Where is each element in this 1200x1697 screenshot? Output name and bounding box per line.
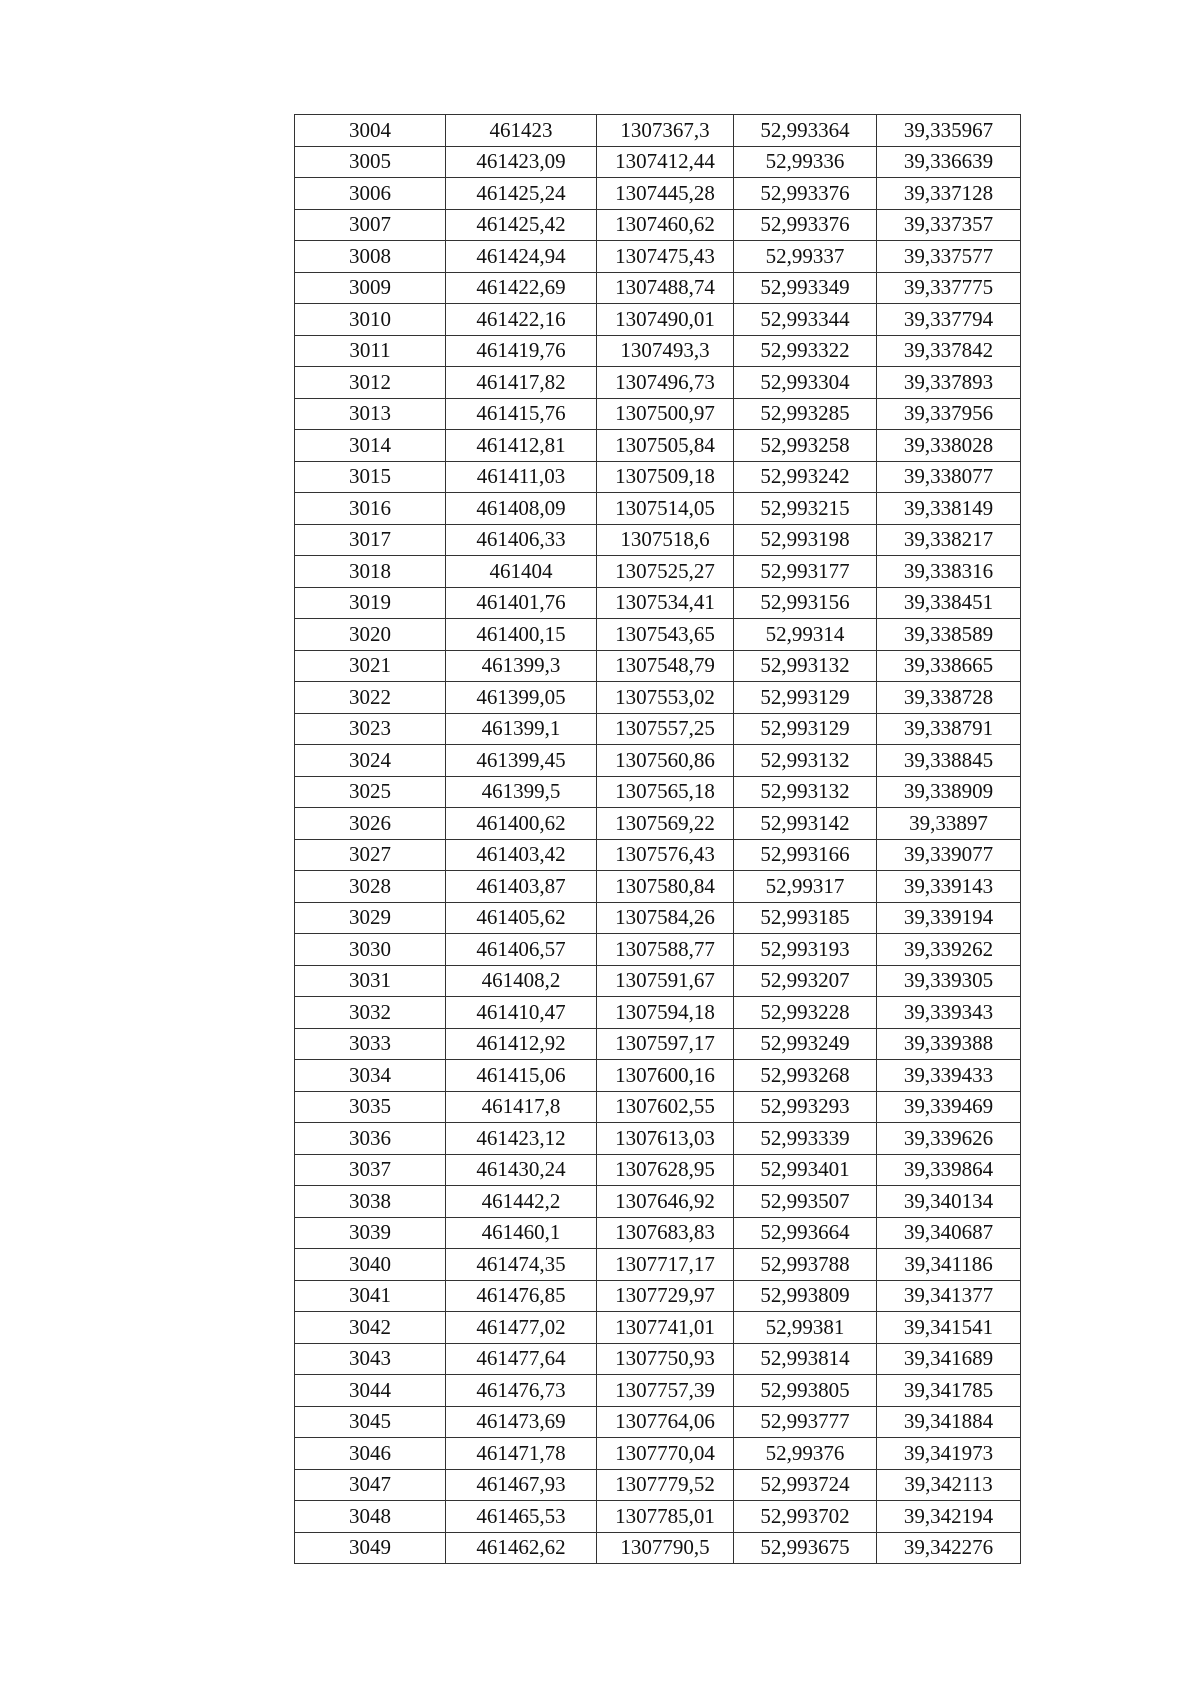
latitude-cell: 52,993132 <box>734 745 877 777</box>
table-row <box>295 1154 1021 1186</box>
latitude-cell: 52,993285 <box>734 398 877 430</box>
x-coordinate-cell: 461467,93 <box>446 1469 597 1501</box>
x-coordinate-cell: 461423,09 <box>446 146 597 178</box>
point-number-cell: 3040 <box>295 1249 446 1281</box>
y-coordinate-cell: 1307412,44 <box>597 146 734 178</box>
latitude-cell: 52,993129 <box>734 713 877 745</box>
table-row <box>295 115 1021 147</box>
y-coordinate-cell: 1307445,28 <box>597 178 734 210</box>
y-coordinate-cell: 1307770,04 <box>597 1438 734 1470</box>
x-coordinate-cell: 461465,53 <box>446 1501 597 1533</box>
point-number-cell: 3018 <box>295 556 446 588</box>
table-row <box>295 1406 1021 1438</box>
table-row <box>295 839 1021 871</box>
point-number-cell: 3021 <box>295 650 446 682</box>
point-number-cell: 3022 <box>295 682 446 714</box>
table-row <box>295 997 1021 1029</box>
y-coordinate-cell: 1307534,41 <box>597 587 734 619</box>
point-number-cell: 3034 <box>295 1060 446 1092</box>
table-row <box>295 1060 1021 1092</box>
table-row <box>295 1123 1021 1155</box>
x-coordinate-cell: 461401,76 <box>446 587 597 619</box>
y-coordinate-cell: 1307509,18 <box>597 461 734 493</box>
x-coordinate-cell: 461476,85 <box>446 1280 597 1312</box>
longitude-cell: 39,338316 <box>877 556 1021 588</box>
latitude-cell: 52,993364 <box>734 115 877 147</box>
longitude-cell: 39,341377 <box>877 1280 1021 1312</box>
longitude-cell: 39,338665 <box>877 650 1021 682</box>
latitude-cell: 52,993228 <box>734 997 877 1029</box>
y-coordinate-cell: 1307548,79 <box>597 650 734 682</box>
latitude-cell: 52,993185 <box>734 902 877 934</box>
point-number-cell: 3030 <box>295 934 446 966</box>
table-row <box>295 335 1021 367</box>
point-number-cell: 3028 <box>295 871 446 903</box>
latitude-cell: 52,993805 <box>734 1375 877 1407</box>
point-number-cell: 3046 <box>295 1438 446 1470</box>
y-coordinate-cell: 1307790,5 <box>597 1532 734 1564</box>
longitude-cell: 39,339194 <box>877 902 1021 934</box>
x-coordinate-cell: 461423,12 <box>446 1123 597 1155</box>
y-coordinate-cell: 1307729,97 <box>597 1280 734 1312</box>
point-number-cell: 3033 <box>295 1028 446 1060</box>
point-number-cell: 3047 <box>295 1469 446 1501</box>
longitude-cell: 39,337956 <box>877 398 1021 430</box>
x-coordinate-cell: 461430,24 <box>446 1154 597 1186</box>
longitude-cell: 39,342194 <box>877 1501 1021 1533</box>
point-number-cell: 3027 <box>295 839 446 871</box>
y-coordinate-cell: 1307683,83 <box>597 1217 734 1249</box>
x-coordinate-cell: 461412,81 <box>446 430 597 462</box>
latitude-cell: 52,993132 <box>734 776 877 808</box>
point-number-cell: 3043 <box>295 1343 446 1375</box>
x-coordinate-cell: 461399,1 <box>446 713 597 745</box>
x-coordinate-cell: 461400,15 <box>446 619 597 651</box>
latitude-cell: 52,993129 <box>734 682 877 714</box>
x-coordinate-cell: 461408,09 <box>446 493 597 525</box>
y-coordinate-cell: 1307496,73 <box>597 367 734 399</box>
x-coordinate-cell: 461403,42 <box>446 839 597 871</box>
longitude-cell: 39,340134 <box>877 1186 1021 1218</box>
latitude-cell: 52,993156 <box>734 587 877 619</box>
x-coordinate-cell: 461423 <box>446 115 597 147</box>
table-row <box>295 619 1021 651</box>
table-row <box>295 745 1021 777</box>
table-row <box>295 1217 1021 1249</box>
table-row <box>295 524 1021 556</box>
table-row <box>295 146 1021 178</box>
point-number-cell: 3013 <box>295 398 446 430</box>
x-coordinate-cell: 461422,69 <box>446 272 597 304</box>
longitude-cell: 39,338217 <box>877 524 1021 556</box>
longitude-cell: 39,337775 <box>877 272 1021 304</box>
longitude-cell: 39,338451 <box>877 587 1021 619</box>
longitude-cell: 39,340687 <box>877 1217 1021 1249</box>
latitude-cell: 52,993166 <box>734 839 877 871</box>
coordinates-table <box>294 114 1021 1564</box>
longitude-cell: 39,33897 <box>877 808 1021 840</box>
table-row <box>295 587 1021 619</box>
table-row <box>295 1312 1021 1344</box>
x-coordinate-cell: 461471,78 <box>446 1438 597 1470</box>
latitude-cell: 52,993809 <box>734 1280 877 1312</box>
point-number-cell: 3029 <box>295 902 446 934</box>
point-number-cell: 3041 <box>295 1280 446 1312</box>
table-row <box>295 1280 1021 1312</box>
latitude-cell: 52,99376 <box>734 1438 877 1470</box>
point-number-cell: 3010 <box>295 304 446 336</box>
y-coordinate-cell: 1307505,84 <box>597 430 734 462</box>
y-coordinate-cell: 1307580,84 <box>597 871 734 903</box>
latitude-cell: 52,993198 <box>734 524 877 556</box>
longitude-cell: 39,338728 <box>877 682 1021 714</box>
x-coordinate-cell: 461460,1 <box>446 1217 597 1249</box>
longitude-cell: 39,339262 <box>877 934 1021 966</box>
longitude-cell: 39,338028 <box>877 430 1021 462</box>
latitude-cell: 52,99381 <box>734 1312 877 1344</box>
y-coordinate-cell: 1307460,62 <box>597 209 734 241</box>
x-coordinate-cell: 461406,57 <box>446 934 597 966</box>
table-row <box>295 493 1021 525</box>
latitude-cell: 52,993344 <box>734 304 877 336</box>
latitude-cell: 52,99314 <box>734 619 877 651</box>
longitude-cell: 39,335967 <box>877 115 1021 147</box>
table-row <box>295 209 1021 241</box>
y-coordinate-cell: 1307741,01 <box>597 1312 734 1344</box>
x-coordinate-cell: 461462,62 <box>446 1532 597 1564</box>
point-number-cell: 3023 <box>295 713 446 745</box>
x-coordinate-cell: 461425,24 <box>446 178 597 210</box>
x-coordinate-cell: 461399,05 <box>446 682 597 714</box>
y-coordinate-cell: 1307588,77 <box>597 934 734 966</box>
y-coordinate-cell: 1307490,01 <box>597 304 734 336</box>
point-number-cell: 3012 <box>295 367 446 399</box>
latitude-cell: 52,993215 <box>734 493 877 525</box>
x-coordinate-cell: 461400,62 <box>446 808 597 840</box>
y-coordinate-cell: 1307475,43 <box>597 241 734 273</box>
table-row <box>295 965 1021 997</box>
latitude-cell: 52,993304 <box>734 367 877 399</box>
point-number-cell: 3020 <box>295 619 446 651</box>
point-number-cell: 3032 <box>295 997 446 1029</box>
point-number-cell: 3036 <box>295 1123 446 1155</box>
point-number-cell: 3009 <box>295 272 446 304</box>
longitude-cell: 39,339388 <box>877 1028 1021 1060</box>
longitude-cell: 39,337794 <box>877 304 1021 336</box>
y-coordinate-cell: 1307367,3 <box>597 115 734 147</box>
x-coordinate-cell: 461415,76 <box>446 398 597 430</box>
table-row <box>295 241 1021 273</box>
point-number-cell: 3045 <box>295 1406 446 1438</box>
longitude-cell: 39,337842 <box>877 335 1021 367</box>
latitude-cell: 52,993724 <box>734 1469 877 1501</box>
y-coordinate-cell: 1307569,22 <box>597 808 734 840</box>
point-number-cell: 3038 <box>295 1186 446 1218</box>
x-coordinate-cell: 461473,69 <box>446 1406 597 1438</box>
y-coordinate-cell: 1307514,05 <box>597 493 734 525</box>
longitude-cell: 39,339626 <box>877 1123 1021 1155</box>
table-row <box>295 902 1021 934</box>
y-coordinate-cell: 1307597,17 <box>597 1028 734 1060</box>
table-row <box>295 1249 1021 1281</box>
longitude-cell: 39,339343 <box>877 997 1021 1029</box>
point-number-cell: 3031 <box>295 965 446 997</box>
longitude-cell: 39,341541 <box>877 1312 1021 1344</box>
y-coordinate-cell: 1307591,67 <box>597 965 734 997</box>
latitude-cell: 52,993242 <box>734 461 877 493</box>
y-coordinate-cell: 1307557,25 <box>597 713 734 745</box>
longitude-cell: 39,338791 <box>877 713 1021 745</box>
x-coordinate-cell: 461411,03 <box>446 461 597 493</box>
latitude-cell: 52,993814 <box>734 1343 877 1375</box>
latitude-cell: 52,993376 <box>734 209 877 241</box>
point-number-cell: 3015 <box>295 461 446 493</box>
table-row <box>295 1186 1021 1218</box>
latitude-cell: 52,993788 <box>734 1249 877 1281</box>
x-coordinate-cell: 461477,02 <box>446 1312 597 1344</box>
table-row <box>295 430 1021 462</box>
point-number-cell: 3014 <box>295 430 446 462</box>
x-coordinate-cell: 461474,35 <box>446 1249 597 1281</box>
table-row <box>295 556 1021 588</box>
table-row <box>295 178 1021 210</box>
y-coordinate-cell: 1307757,39 <box>597 1375 734 1407</box>
point-number-cell: 3005 <box>295 146 446 178</box>
point-number-cell: 3007 <box>295 209 446 241</box>
latitude-cell: 52,993349 <box>734 272 877 304</box>
x-coordinate-cell: 461422,16 <box>446 304 597 336</box>
latitude-cell: 52,99317 <box>734 871 877 903</box>
longitude-cell: 39,337893 <box>877 367 1021 399</box>
longitude-cell: 39,339305 <box>877 965 1021 997</box>
y-coordinate-cell: 1307600,16 <box>597 1060 734 1092</box>
y-coordinate-cell: 1307717,17 <box>597 1249 734 1281</box>
table-row <box>295 1343 1021 1375</box>
x-coordinate-cell: 461415,06 <box>446 1060 597 1092</box>
y-coordinate-cell: 1307565,18 <box>597 776 734 808</box>
longitude-cell: 39,339433 <box>877 1060 1021 1092</box>
point-number-cell: 3006 <box>295 178 446 210</box>
x-coordinate-cell: 461424,94 <box>446 241 597 273</box>
table-row <box>295 1091 1021 1123</box>
point-number-cell: 3049 <box>295 1532 446 1564</box>
x-coordinate-cell: 461442,2 <box>446 1186 597 1218</box>
x-coordinate-cell: 461399,45 <box>446 745 597 777</box>
point-number-cell: 3037 <box>295 1154 446 1186</box>
latitude-cell: 52,993132 <box>734 650 877 682</box>
latitude-cell: 52,993339 <box>734 1123 877 1155</box>
point-number-cell: 3024 <box>295 745 446 777</box>
point-number-cell: 3039 <box>295 1217 446 1249</box>
x-coordinate-cell: 461410,47 <box>446 997 597 1029</box>
latitude-cell: 52,993777 <box>734 1406 877 1438</box>
longitude-cell: 39,339077 <box>877 839 1021 871</box>
longitude-cell: 39,337128 <box>877 178 1021 210</box>
table-row <box>295 808 1021 840</box>
y-coordinate-cell: 1307543,65 <box>597 619 734 651</box>
point-number-cell: 3008 <box>295 241 446 273</box>
x-coordinate-cell: 461417,8 <box>446 1091 597 1123</box>
point-number-cell: 3044 <box>295 1375 446 1407</box>
table-row <box>295 650 1021 682</box>
longitude-cell: 39,341785 <box>877 1375 1021 1407</box>
table-row <box>295 461 1021 493</box>
table-row <box>295 1438 1021 1470</box>
y-coordinate-cell: 1307594,18 <box>597 997 734 1029</box>
x-coordinate-cell: 461476,73 <box>446 1375 597 1407</box>
point-number-cell: 3017 <box>295 524 446 556</box>
longitude-cell: 39,341884 <box>877 1406 1021 1438</box>
latitude-cell: 52,993177 <box>734 556 877 588</box>
y-coordinate-cell: 1307488,74 <box>597 272 734 304</box>
point-number-cell: 3011 <box>295 335 446 367</box>
table-row <box>295 682 1021 714</box>
point-number-cell: 3035 <box>295 1091 446 1123</box>
x-coordinate-cell: 461405,62 <box>446 902 597 934</box>
latitude-cell: 52,99337 <box>734 241 877 273</box>
point-number-cell: 3016 <box>295 493 446 525</box>
table-row <box>295 304 1021 336</box>
table-row <box>295 776 1021 808</box>
table-row <box>295 934 1021 966</box>
latitude-cell: 52,993258 <box>734 430 877 462</box>
table-row <box>295 713 1021 745</box>
table-row <box>295 871 1021 903</box>
longitude-cell: 39,342276 <box>877 1532 1021 1564</box>
longitude-cell: 39,339143 <box>877 871 1021 903</box>
y-coordinate-cell: 1307576,43 <box>597 839 734 871</box>
point-number-cell: 3048 <box>295 1501 446 1533</box>
longitude-cell: 39,339864 <box>877 1154 1021 1186</box>
longitude-cell: 39,336639 <box>877 146 1021 178</box>
y-coordinate-cell: 1307602,55 <box>597 1091 734 1123</box>
y-coordinate-cell: 1307493,3 <box>597 335 734 367</box>
x-coordinate-cell: 461425,42 <box>446 209 597 241</box>
coordinates-table-body <box>295 115 1021 1564</box>
x-coordinate-cell: 461403,87 <box>446 871 597 903</box>
table-row <box>295 1532 1021 1564</box>
x-coordinate-cell: 461399,3 <box>446 650 597 682</box>
point-number-cell: 3042 <box>295 1312 446 1344</box>
table-row <box>295 272 1021 304</box>
x-coordinate-cell: 461417,82 <box>446 367 597 399</box>
latitude-cell: 52,993193 <box>734 934 877 966</box>
table-row <box>295 1469 1021 1501</box>
longitude-cell: 39,337357 <box>877 209 1021 241</box>
y-coordinate-cell: 1307584,26 <box>597 902 734 934</box>
latitude-cell: 52,99336 <box>734 146 877 178</box>
y-coordinate-cell: 1307518,6 <box>597 524 734 556</box>
longitude-cell: 39,338589 <box>877 619 1021 651</box>
latitude-cell: 52,993376 <box>734 178 877 210</box>
table-row <box>295 398 1021 430</box>
longitude-cell: 39,338149 <box>877 493 1021 525</box>
y-coordinate-cell: 1307613,03 <box>597 1123 734 1155</box>
longitude-cell: 39,338845 <box>877 745 1021 777</box>
y-coordinate-cell: 1307750,93 <box>597 1343 734 1375</box>
point-number-cell: 3026 <box>295 808 446 840</box>
x-coordinate-cell: 461419,76 <box>446 335 597 367</box>
latitude-cell: 52,993675 <box>734 1532 877 1564</box>
point-number-cell: 3025 <box>295 776 446 808</box>
latitude-cell: 52,993702 <box>734 1501 877 1533</box>
x-coordinate-cell: 461406,33 <box>446 524 597 556</box>
latitude-cell: 52,993249 <box>734 1028 877 1060</box>
point-number-cell: 3004 <box>295 115 446 147</box>
latitude-cell: 52,993293 <box>734 1091 877 1123</box>
longitude-cell: 39,338077 <box>877 461 1021 493</box>
x-coordinate-cell: 461404 <box>446 556 597 588</box>
y-coordinate-cell: 1307646,92 <box>597 1186 734 1218</box>
longitude-cell: 39,341973 <box>877 1438 1021 1470</box>
latitude-cell: 52,993268 <box>734 1060 877 1092</box>
table-row <box>295 1375 1021 1407</box>
x-coordinate-cell: 461477,64 <box>446 1343 597 1375</box>
y-coordinate-cell: 1307553,02 <box>597 682 734 714</box>
y-coordinate-cell: 1307500,97 <box>597 398 734 430</box>
longitude-cell: 39,341186 <box>877 1249 1021 1281</box>
latitude-cell: 52,993142 <box>734 808 877 840</box>
latitude-cell: 52,993664 <box>734 1217 877 1249</box>
table-row <box>295 1028 1021 1060</box>
x-coordinate-cell: 461412,92 <box>446 1028 597 1060</box>
point-number-cell: 3019 <box>295 587 446 619</box>
y-coordinate-cell: 1307764,06 <box>597 1406 734 1438</box>
longitude-cell: 39,337577 <box>877 241 1021 273</box>
longitude-cell: 39,342113 <box>877 1469 1021 1501</box>
table-row <box>295 367 1021 399</box>
latitude-cell: 52,993322 <box>734 335 877 367</box>
x-coordinate-cell: 461399,5 <box>446 776 597 808</box>
longitude-cell: 39,341689 <box>877 1343 1021 1375</box>
longitude-cell: 39,339469 <box>877 1091 1021 1123</box>
y-coordinate-cell: 1307779,52 <box>597 1469 734 1501</box>
longitude-cell: 39,338909 <box>877 776 1021 808</box>
latitude-cell: 52,993207 <box>734 965 877 997</box>
y-coordinate-cell: 1307560,86 <box>597 745 734 777</box>
latitude-cell: 52,993401 <box>734 1154 877 1186</box>
y-coordinate-cell: 1307525,27 <box>597 556 734 588</box>
latitude-cell: 52,993507 <box>734 1186 877 1218</box>
x-coordinate-cell: 461408,2 <box>446 965 597 997</box>
table-row <box>295 1501 1021 1533</box>
y-coordinate-cell: 1307628,95 <box>597 1154 734 1186</box>
y-coordinate-cell: 1307785,01 <box>597 1501 734 1533</box>
